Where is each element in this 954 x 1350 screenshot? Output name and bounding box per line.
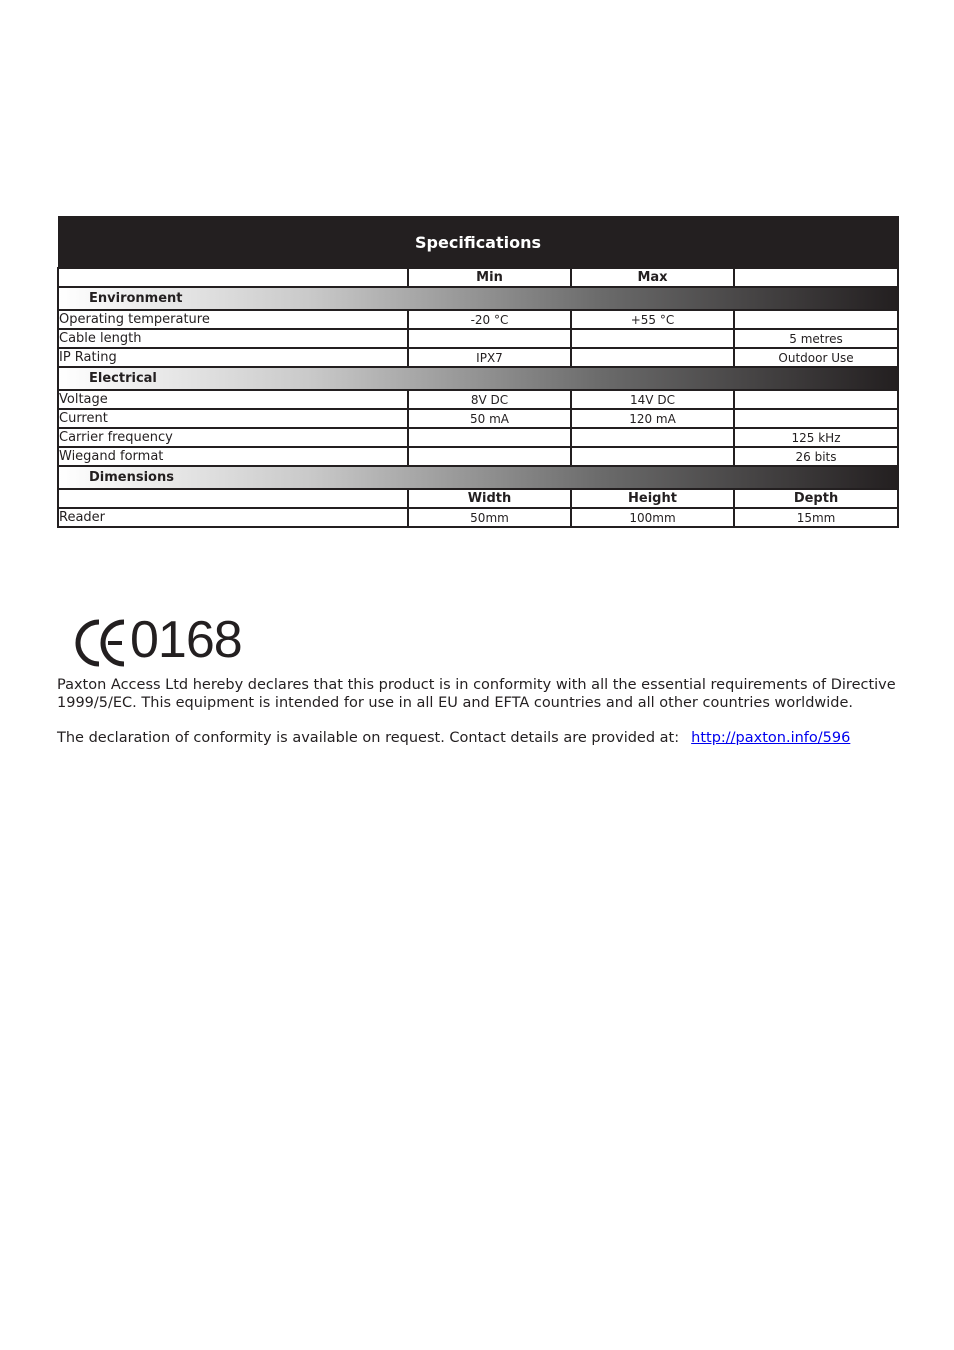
column-header-row bbox=[58, 268, 898, 287]
section-label: Electrical bbox=[58, 367, 898, 390]
section-dimensions bbox=[58, 466, 898, 489]
declaration-paragraph: Paxton Access Ltd hereby declares that this product is in conformity with all the essential requirements of Directive 1999/5/EC. This equipment is intended for use in all EU and EFTA countries and all other countries worldwide. bbox=[57, 677, 896, 711]
ce-notified-body-number: 0168 bbox=[130, 611, 242, 669]
row-label: Wiegand format bbox=[58, 447, 408, 466]
row-max: 120 mA bbox=[571, 409, 734, 428]
section-label: Dimensions bbox=[58, 466, 898, 489]
row-extra bbox=[734, 409, 898, 428]
row-extra: Outdoor Use bbox=[734, 348, 898, 367]
header-height: Height bbox=[571, 489, 734, 508]
row-height: 100mm bbox=[571, 508, 734, 527]
row-min: 8V DC bbox=[408, 390, 571, 409]
header-min: Min bbox=[408, 268, 571, 287]
row-min: 50 mA bbox=[408, 409, 571, 428]
row-extra: 26 bits bbox=[734, 447, 898, 466]
dimensions-header-row bbox=[58, 489, 898, 508]
declaration-contact-text: The declaration of conformity is available on request. Contact details are provided at: bbox=[57, 730, 680, 746]
declaration-link[interactable]: http://paxton.info/596 bbox=[691, 730, 851, 746]
header-depth: Depth bbox=[734, 489, 898, 508]
row-min bbox=[408, 329, 571, 348]
table-title-row bbox=[58, 217, 898, 269]
section-environment bbox=[58, 287, 898, 310]
row-extra bbox=[734, 310, 898, 329]
row-extra: 125 kHz bbox=[734, 428, 898, 447]
row-label: Cable length bbox=[58, 329, 408, 348]
table-row bbox=[58, 508, 898, 527]
row-min bbox=[408, 447, 571, 466]
row-max bbox=[571, 329, 734, 348]
declaration-contact-paragraph bbox=[57, 729, 902, 747]
row-min: -20 °C bbox=[408, 310, 571, 329]
row-label: Reader bbox=[58, 508, 408, 527]
table-row bbox=[58, 447, 898, 466]
row-max bbox=[571, 428, 734, 447]
header-extra bbox=[734, 268, 898, 287]
header-max: Max bbox=[571, 268, 734, 287]
row-max: 14V DC bbox=[571, 390, 734, 409]
row-extra bbox=[734, 390, 898, 409]
table-row bbox=[58, 348, 898, 367]
row-label: Current bbox=[58, 409, 408, 428]
row-max bbox=[571, 447, 734, 466]
row-label: IP Rating bbox=[58, 348, 408, 367]
section-electrical bbox=[58, 367, 898, 390]
table-row bbox=[58, 409, 898, 428]
row-width: 50mm bbox=[408, 508, 571, 527]
header-blank bbox=[58, 489, 408, 508]
header-width: Width bbox=[408, 489, 571, 508]
row-label: Voltage bbox=[58, 390, 408, 409]
row-label: Carrier frequency bbox=[58, 428, 408, 447]
row-max bbox=[571, 348, 734, 367]
table-row bbox=[58, 329, 898, 348]
row-label: Operating temperature bbox=[58, 310, 408, 329]
row-max: +55 °C bbox=[571, 310, 734, 329]
row-extra: 5 metres bbox=[734, 329, 898, 348]
table-row bbox=[58, 390, 898, 409]
row-min bbox=[408, 428, 571, 447]
table-title: Specifications bbox=[58, 217, 898, 269]
header-blank bbox=[58, 268, 408, 287]
table-row bbox=[58, 310, 898, 329]
table-row bbox=[58, 428, 898, 447]
row-depth: 15mm bbox=[734, 508, 898, 527]
section-label: Environment bbox=[58, 287, 898, 310]
row-min: IPX7 bbox=[408, 348, 571, 367]
specifications-table bbox=[57, 216, 899, 528]
